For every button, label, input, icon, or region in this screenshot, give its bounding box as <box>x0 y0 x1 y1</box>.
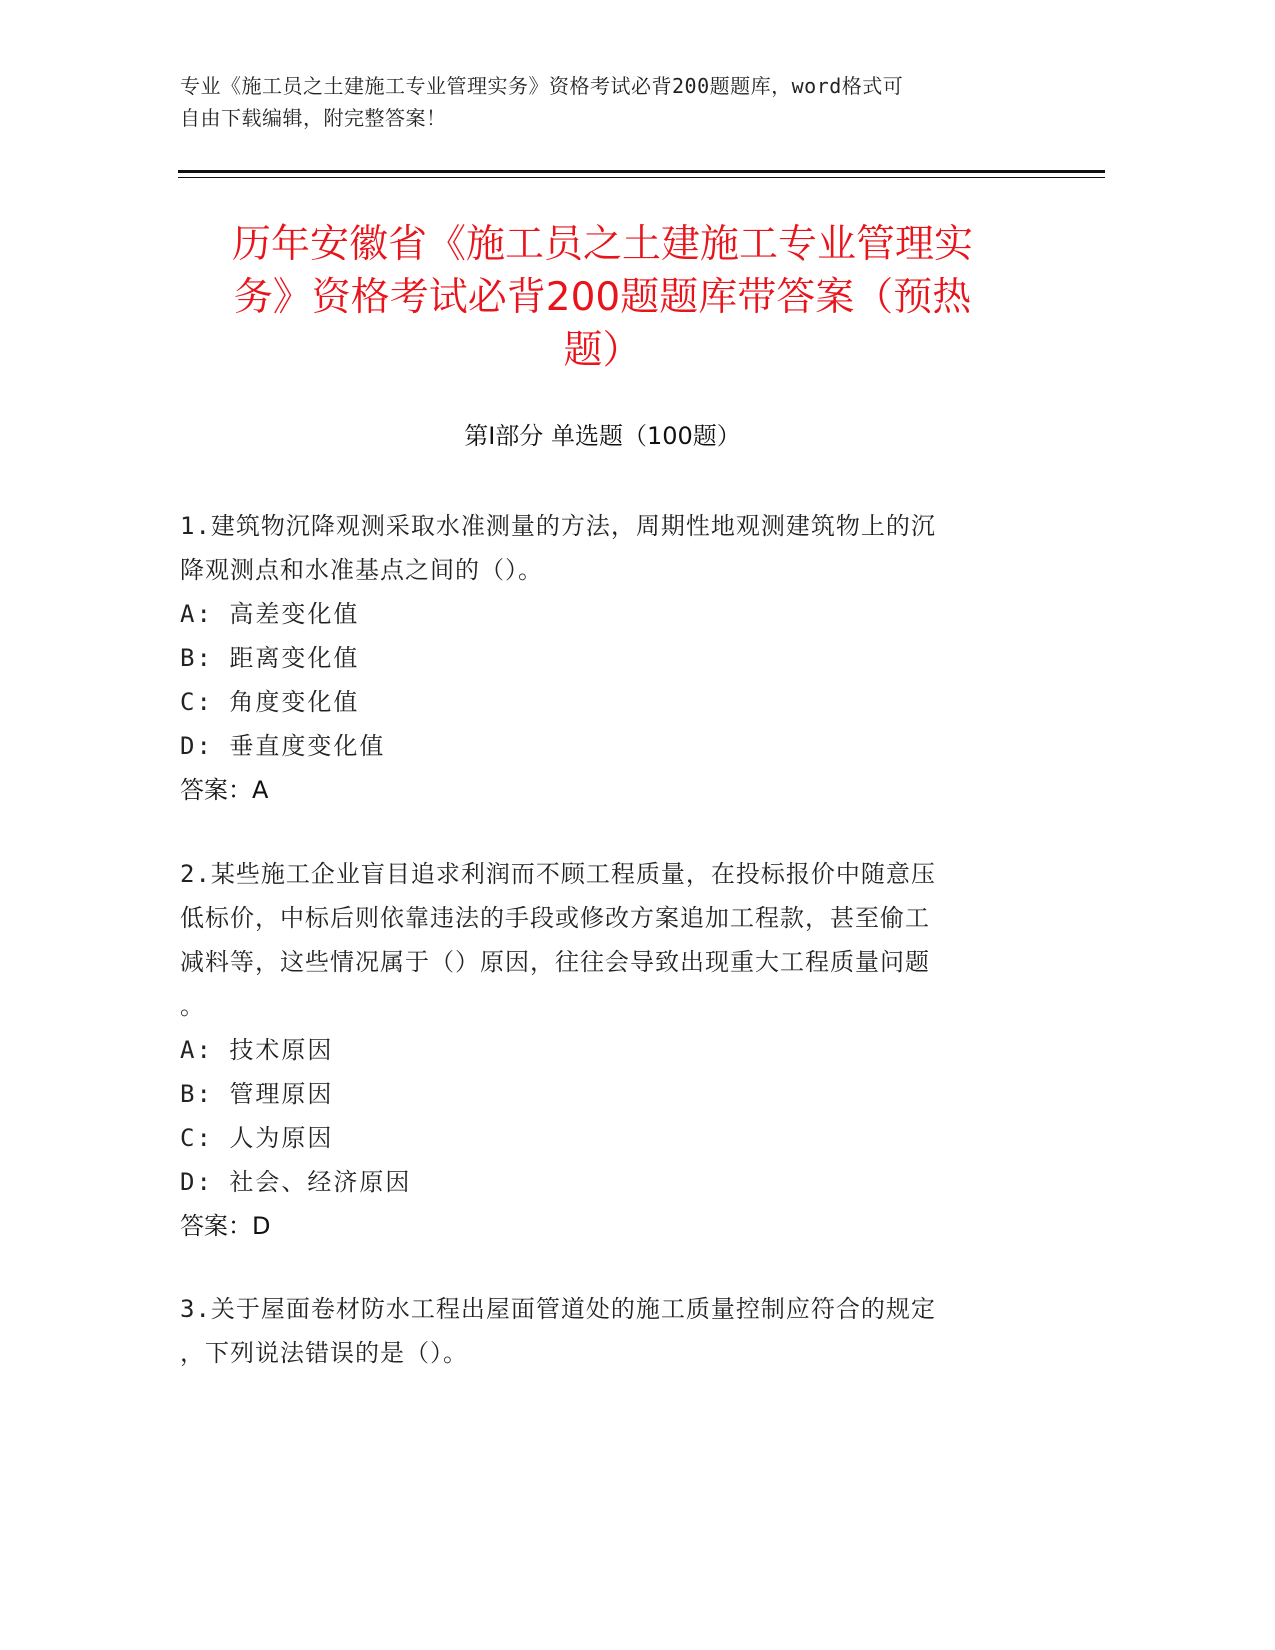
question-stem-line: 减料等，这些情况属于（）原因，往往会导致出现重大工程质量问题 <box>180 948 930 976</box>
question-stem-line: 3.关于屋面卷材防水工程出屋面管道处的施工质量控制应符合的规定 <box>180 1295 936 1323</box>
answer: 答案：A <box>180 776 269 804</box>
section-title: 第I部分 单选题（100题） <box>464 422 741 450</box>
question-stem <box>180 504 1020 592</box>
header-note-line: 自由下载编辑，附完整答案！ <box>180 106 447 130</box>
option-b: B: 管理原因 <box>180 1080 334 1108</box>
document-title <box>180 218 1025 377</box>
question-stem <box>180 852 1020 1028</box>
document-title-line: 历年安徽省《施工员之土建施工专业管理实 <box>231 222 973 267</box>
question-stem-line: 2.某些施工企业盲目追求利润而不顾工程质量，在投标报价中随意压 <box>180 860 936 888</box>
question-1 <box>180 504 1020 812</box>
document-title-line: 题） <box>563 328 642 373</box>
answer: 答案：D <box>180 1212 271 1240</box>
question-stem-line: 低标价，中标后则依靠违法的手段或修改方案追加工程款，甚至偷工 <box>180 904 930 932</box>
question-stem <box>180 1287 1020 1375</box>
question-stem-line: 降观测点和水准基点之间的（）。 <box>180 556 543 584</box>
option-d: D: 垂直度变化值 <box>180 732 386 760</box>
header-note <box>180 70 1020 134</box>
header-note-line: 专业《施工员之土建施工专业管理实务》资格考试必背200题题库，word格式可 <box>180 74 904 98</box>
question-stem-line: 1.建筑物沉降观测采取水准测量的方法，周期性地观测建筑物上的沉 <box>180 512 936 540</box>
option-d: D: 社会、经济原因 <box>180 1168 412 1196</box>
question-stem-line: 。 <box>180 992 205 1020</box>
option-a: A: 高差变化值 <box>180 600 360 628</box>
header-divider-thin <box>178 177 1105 178</box>
option-c: C: 人为原因 <box>180 1124 334 1152</box>
header-divider-thick <box>178 170 1105 173</box>
question-2 <box>180 852 1020 1248</box>
option-a: A: 技术原因 <box>180 1036 334 1064</box>
question-3 <box>180 1287 1020 1375</box>
question-stem-line: ，下列说法错误的是（）。 <box>180 1339 468 1367</box>
document-title-line: 务》资格考试必背200题题库带答案（预热 <box>233 275 972 320</box>
option-b: B: 距离变化值 <box>180 644 360 672</box>
option-c: C: 角度变化值 <box>180 688 360 716</box>
